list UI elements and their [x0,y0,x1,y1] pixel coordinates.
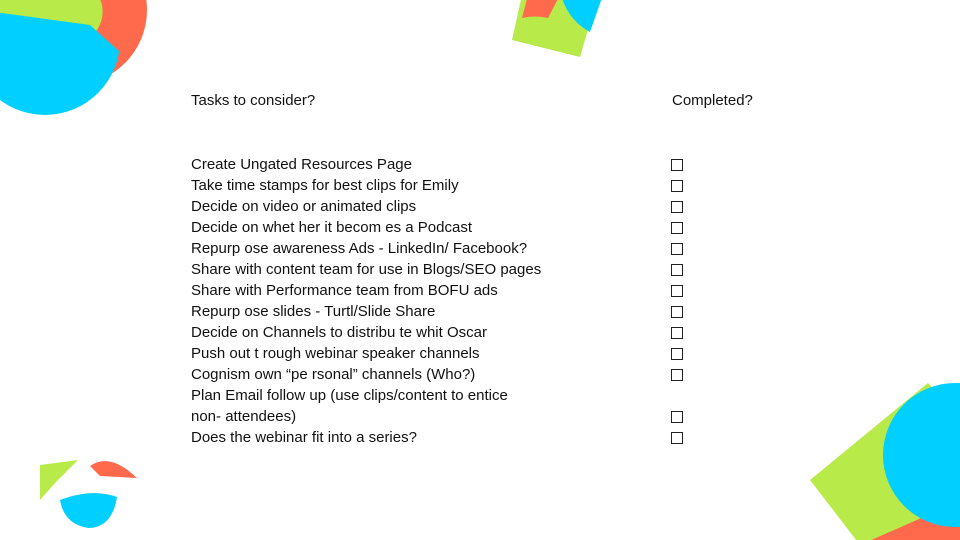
task-row [191,175,691,196]
tasks-heading: Tasks to consider? [191,92,316,109]
task-label: Push out t rough webinar speaker channels [191,345,480,362]
completed-checkbox[interactable] [671,327,683,339]
task-label: Plan Email follow up (use clips/content to entice non- attendees) [191,387,508,425]
completed-checkbox[interactable] [671,243,683,255]
task-row [191,343,691,364]
task-list [191,154,691,448]
bottom-left-shape-cluster [40,460,137,528]
completed-checkbox[interactable] [671,411,683,423]
task-row [191,385,691,427]
completed-heading: Completed? [672,92,753,109]
bottom-right-shape-cluster [810,383,960,540]
completed-checkbox[interactable] [671,369,683,381]
task-row [191,280,691,301]
task-label: Share with Performance team from BOFU ads [191,282,498,299]
task-label: Repurp ose awareness Ads - LinkedIn/ Facebook? [191,240,528,257]
completed-checkbox[interactable] [671,306,683,318]
completed-checkbox[interactable] [671,159,683,171]
task-label: Decide on whet her it becom es a Podcast [191,219,472,236]
task-row [191,322,691,343]
task-label: Create Ungated Resources Page [191,156,412,173]
task-label: Share with content team for use in Blogs/SEO pages [191,261,542,278]
task-row [191,301,691,322]
task-row [191,427,691,448]
task-row [191,364,691,385]
task-label: Cognism own “pe rsonal” channels (Who?) [191,366,476,383]
task-label: Decide on Channels to distribu te whit Oscar [191,324,487,341]
completed-checkbox[interactable] [671,432,683,444]
completed-checkbox[interactable] [671,348,683,360]
task-label: Does the webinar fit into a series? [191,429,417,446]
completed-checkbox[interactable] [671,201,683,213]
completed-checkbox[interactable] [671,264,683,276]
completed-checkbox[interactable] [671,285,683,297]
completed-checkbox[interactable] [671,222,683,234]
task-label: Repurp ose slides - Turtl/Slide Share [191,303,436,320]
task-row [191,217,691,238]
task-label: Take time stamps for best clips for Emily [191,177,459,194]
top-left-shape-cluster [0,0,147,115]
task-row [191,196,691,217]
task-row [191,238,691,259]
top-center-shape-cluster [512,0,603,57]
task-row [191,259,691,280]
task-row [191,154,691,175]
task-label: Decide on video or animated clips [191,198,417,215]
completed-checkbox[interactable] [671,180,683,192]
